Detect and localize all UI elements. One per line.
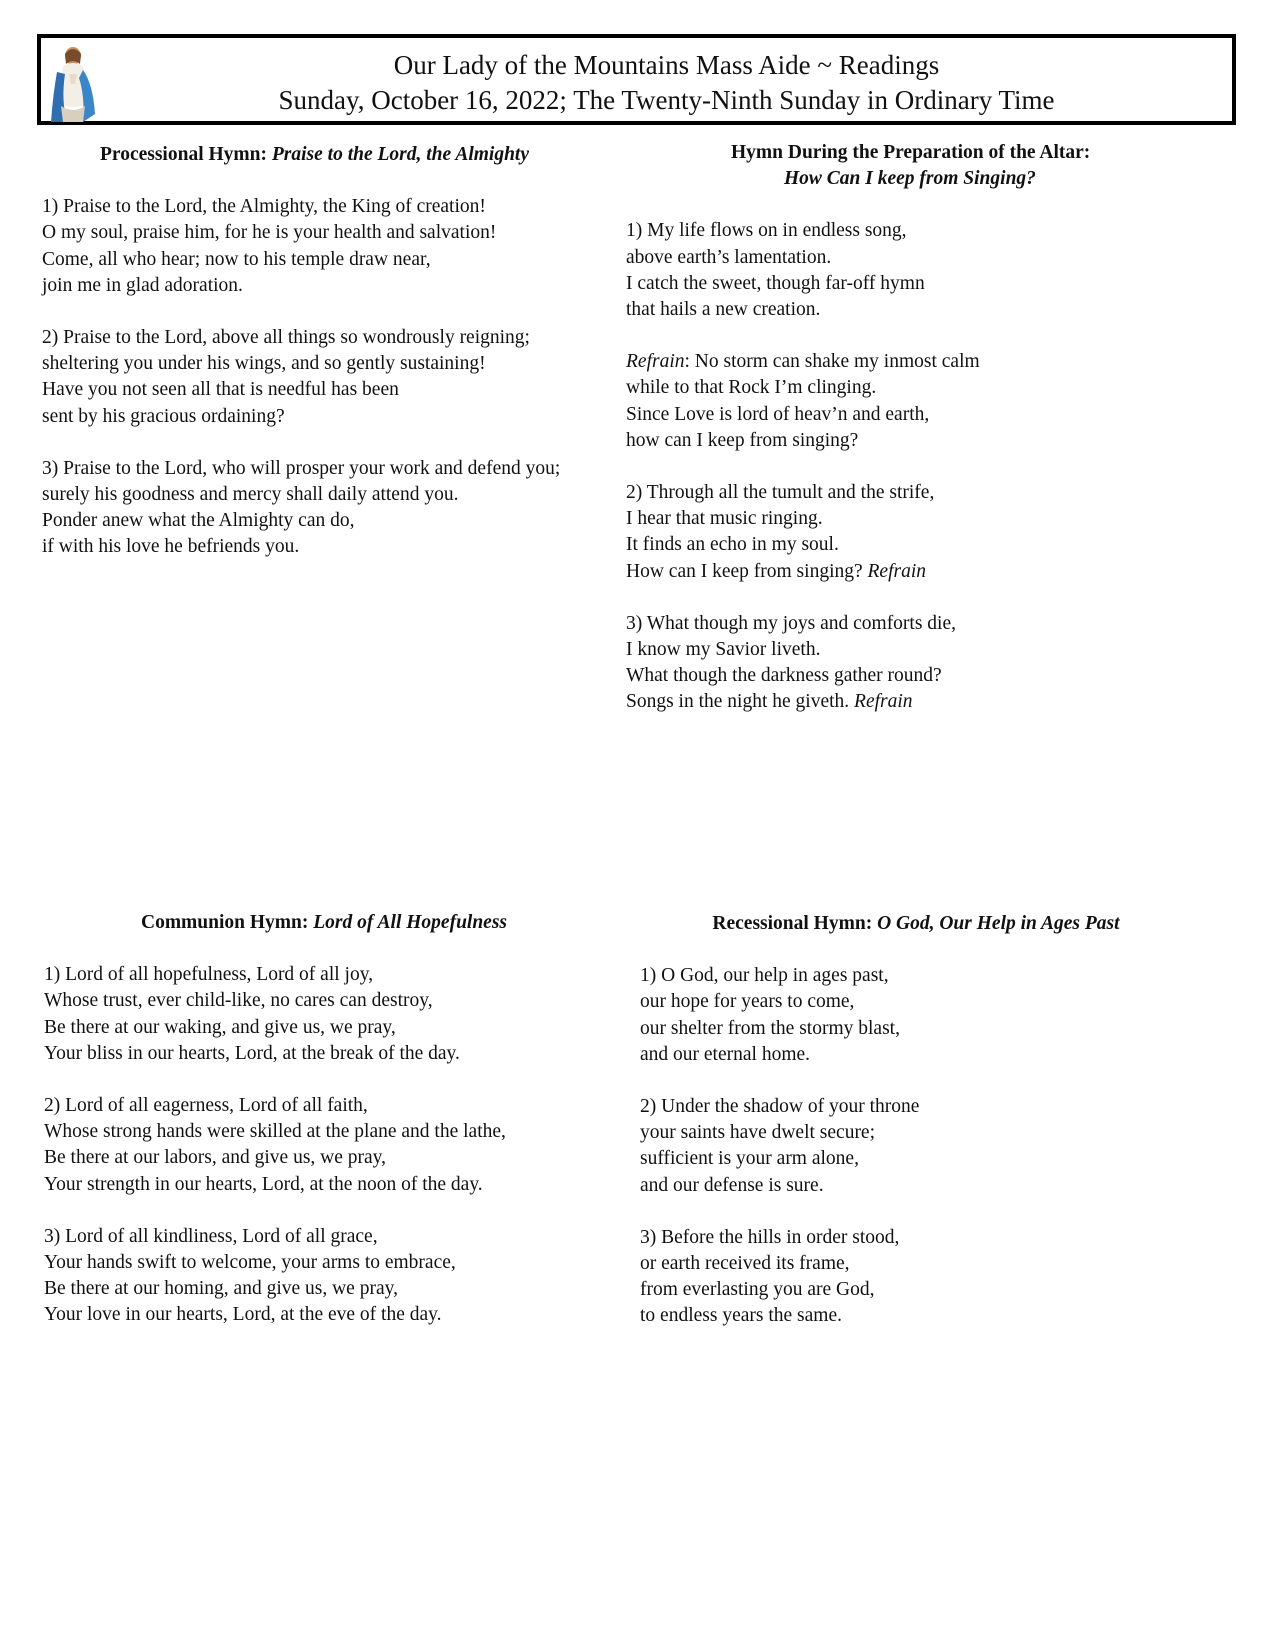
- verse-line: Whose trust, ever child-like, no cares can destroy,: [44, 990, 433, 1012]
- verse-line: 2) Lord of all eagerness, Lord of all faith,: [44, 1095, 368, 1117]
- verse-line: sent by his gracious ordaining?: [42, 405, 285, 427]
- verse-line: I catch the sweet, though far-off hymn: [626, 272, 925, 294]
- verse-line: 2) Praise to the Lord, above all things so wondrously reigning;: [42, 327, 530, 349]
- verse-line: 1) Lord of all hopefulness, Lord of all joy,: [44, 964, 374, 986]
- verse-line: sufficient is your arm alone,: [640, 1148, 859, 1170]
- verse-line: 3) Lord of all kindliness, Lord of all grace,: [44, 1225, 378, 1247]
- verse-line: or earth received its frame,: [640, 1253, 850, 1275]
- hymn-heading: [626, 911, 1206, 937]
- refrain-line: Since Love is lord of heav’n and earth,: [626, 403, 930, 425]
- document-subtitle: Sunday, October 16, 2022; The Twenty-Ninth Sunday in Ordinary Time: [278, 85, 1055, 115]
- hymn-heading: [626, 140, 1226, 192]
- verse-line: to endless years the same.: [640, 1305, 842, 1327]
- hymn-heading: [44, 910, 604, 936]
- verse-line: our shelter from the stormy blast,: [640, 1017, 900, 1039]
- verse-line: your saints have dwelt secure;: [640, 1122, 876, 1144]
- hymn-label: Hymn During the Preparation of the Altar:: [731, 142, 1091, 163]
- hymn-title: O God, Our Help in Ages Past: [877, 913, 1120, 934]
- refrain-line: Refrain: No storm can shake my inmost calm: [626, 351, 980, 373]
- verse-line: Songs in the night he giveth. Refrain: [626, 691, 913, 713]
- hymn-label: Processional Hymn:: [99, 144, 272, 165]
- verse-line: 2) Through all the tumult and the strife,: [626, 482, 935, 504]
- madonna-image-icon: [47, 44, 99, 124]
- refrain-line: how can I keep from singing?: [626, 429, 859, 451]
- verse-line: above earth’s lamentation.: [626, 246, 832, 268]
- verse-line: I know my Savior liveth.: [626, 639, 821, 661]
- refrain-label: Refrain: [626, 351, 685, 373]
- refrain-cue: Refrain: [867, 560, 927, 582]
- hymn-heading: [42, 142, 587, 168]
- verse-line: Your bliss in our hearts, Lord, at the break of the day.: [44, 1042, 460, 1064]
- hymn-label: Recessional Hymn:: [712, 913, 878, 934]
- verse-line: Your love in our hearts, Lord, at the eve of the day.: [44, 1304, 442, 1326]
- verse-line: and our eternal home.: [640, 1043, 811, 1065]
- verse-line: Have you not seen all that is needful has been: [42, 379, 399, 401]
- verse-line: surely his goodness and mercy shall daily attend you.: [42, 484, 459, 506]
- altar-hymn: [626, 140, 1226, 716]
- verse-line: What though the darkness gather round?: [626, 665, 942, 687]
- verse-line: How can I keep from singing? Refrain: [626, 560, 927, 582]
- recessional-hymn: [640, 911, 1220, 1330]
- verse-line: 3) Before the hills in order stood,: [640, 1226, 900, 1248]
- verse-line: Whose strong hands were skilled at the plane and the lathe,: [44, 1121, 506, 1143]
- verse-line: Be there at our homing, and give us, we pray,: [44, 1278, 398, 1300]
- header-box: [37, 34, 1236, 125]
- verse-line: It finds an echo in my soul.: [626, 534, 839, 556]
- verse-line: that hails a new creation.: [626, 299, 821, 321]
- verse-line: our hope for years to come,: [640, 991, 855, 1013]
- verse-line: Your hands swift to welcome, your arms to embrace,: [44, 1252, 456, 1274]
- hymn-title: Lord of All Hopefulness: [313, 912, 508, 933]
- verse-line: Ponder anew what the Almighty can do,: [42, 510, 355, 532]
- verse-line: I hear that music ringing.: [626, 508, 823, 530]
- verse-line: 3) What though my joys and comforts die,: [626, 612, 957, 634]
- verse-line: Come, all who hear; now to his temple draw near,: [42, 248, 431, 270]
- verse-line: 1) My life flows on in endless song,: [626, 220, 907, 242]
- verse-line: Your strength in our hearts, Lord, at the noon of the day.: [44, 1173, 483, 1195]
- refrain-line: while to that Rock I’m clinging.: [626, 377, 877, 399]
- verse-line: Be there at our labors, and give us, we pray,: [44, 1147, 387, 1169]
- hymn-title: How Can I keep from Singing?: [784, 168, 1036, 190]
- document-title: Our Lady of the Mountains Mass Aide ~ Readings: [393, 50, 940, 80]
- refrain-cue: Refrain: [854, 691, 913, 713]
- verse-line: 2) Under the shadow of your throne: [640, 1096, 920, 1118]
- verse-line: 1) O God, our help in ages past,: [640, 965, 889, 987]
- verse-line: 1) Praise to the Lord, the Almighty, the King of creation!: [42, 196, 486, 218]
- verse-line: join me in glad adoration.: [42, 274, 243, 296]
- processional-hymn: [42, 142, 602, 561]
- verse-line: 3) Praise to the Lord, who will prosper your work and defend you;: [42, 457, 561, 479]
- verse-line: from everlasting you are God,: [640, 1279, 875, 1301]
- communion-hymn: [44, 910, 604, 1329]
- hymn-title: Praise to the Lord, the Almighty: [271, 144, 529, 165]
- verse-line: and our defense is sure.: [640, 1174, 824, 1196]
- verse-line: O my soul, praise him, for he is your health and salvation!: [42, 222, 497, 244]
- verse-line: if with his love he befriends you.: [42, 536, 300, 558]
- verse-line: sheltering you under his wings, and so gently sustaining!: [42, 353, 486, 375]
- verse-line: Be there at our waking, and give us, we pray,: [44, 1016, 396, 1038]
- hymn-label: Communion Hymn:: [140, 912, 314, 933]
